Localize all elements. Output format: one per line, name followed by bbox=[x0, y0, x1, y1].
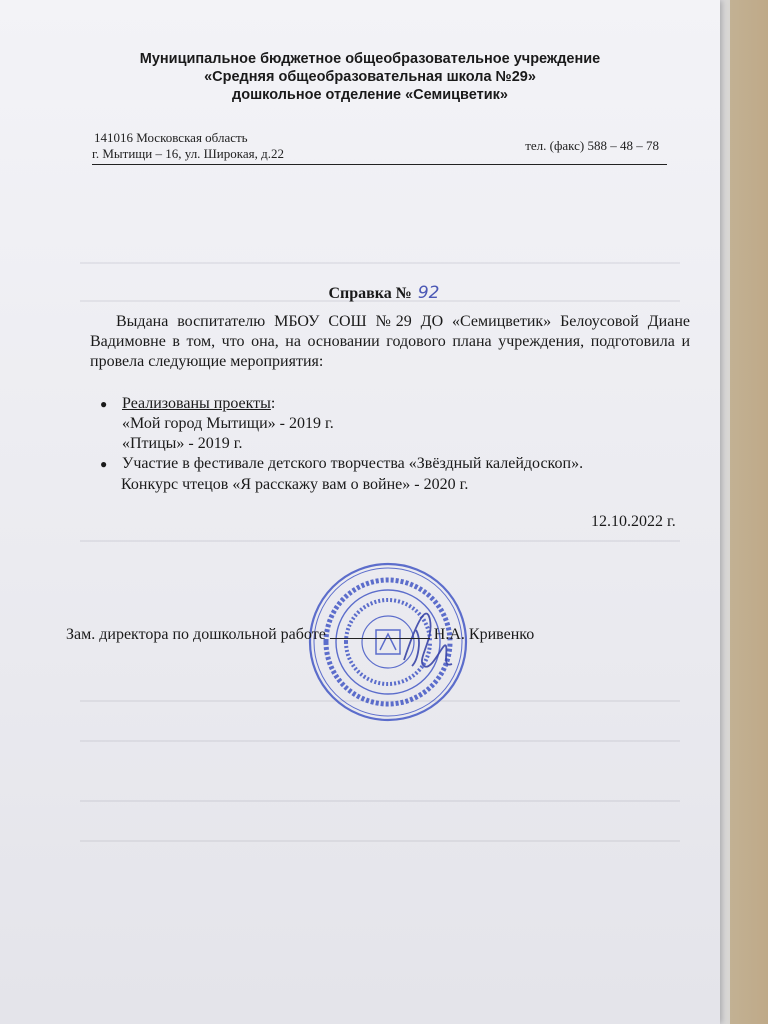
list-item bbox=[100, 394, 700, 454]
show-through-line bbox=[80, 840, 680, 842]
project-1: «Мой город Мытищи» - 2019 г. bbox=[122, 415, 334, 432]
signature-line bbox=[330, 624, 430, 639]
postal-address: 141016 Московская область bbox=[94, 130, 248, 145]
festival-item: Участие в фестивале детского творчества «Звёздный калейдоскоп». bbox=[122, 455, 584, 472]
show-through-line bbox=[80, 740, 680, 742]
show-through-line bbox=[80, 800, 680, 802]
letterhead-line-1: Муниципальное бюджетное общеобразовательное учреждение bbox=[139, 51, 601, 67]
project-2: «Птицы» - 2019 г. bbox=[122, 435, 243, 452]
address-block bbox=[92, 128, 667, 165]
letterhead-line-2: «Средняя общеобразовательная школа №29» bbox=[204, 69, 536, 85]
signature-block bbox=[66, 624, 666, 644]
bullet-icon: ● bbox=[100, 397, 108, 411]
street-address: г. Мытищи – 16, ул. Широкая, д.22 bbox=[92, 146, 284, 161]
contest-item: Конкурс чтецов «Я расскажу вам о войне» - 2020 г. bbox=[121, 476, 469, 493]
projects-heading: Реализованы проекты bbox=[122, 395, 271, 412]
events-list bbox=[100, 394, 700, 474]
projects-colon: : bbox=[270, 395, 276, 412]
letterhead bbox=[130, 50, 610, 104]
letterhead-line-3: дошкольное отделение «Семицветик» bbox=[232, 87, 508, 103]
title-label: Справка № bbox=[328, 285, 412, 302]
show-through-line bbox=[80, 262, 680, 264]
document-title bbox=[0, 283, 768, 303]
handwritten-number: 92 bbox=[417, 283, 440, 303]
bullet-icon: ● bbox=[100, 457, 108, 471]
show-through-line bbox=[80, 540, 680, 542]
signatory-position: Зам. директора по дошкольной работе bbox=[66, 626, 326, 643]
body-paragraph bbox=[90, 312, 690, 372]
paragraph-text: Выдана воспитателю МБОУ СОШ №29 ДО «Семицветик» Белоусовой Диане Вадимовне в том, что она, на основании годового плана учреждения, подготовила и провела следующие мероприятия: bbox=[90, 313, 690, 370]
document-date: 12.10.2022 г. bbox=[591, 513, 676, 530]
list-item bbox=[100, 454, 700, 474]
phone-number: тел. (факс) 588 – 48 – 78 bbox=[525, 138, 659, 153]
signatory-name: Н.А. Кривенко bbox=[433, 626, 535, 643]
